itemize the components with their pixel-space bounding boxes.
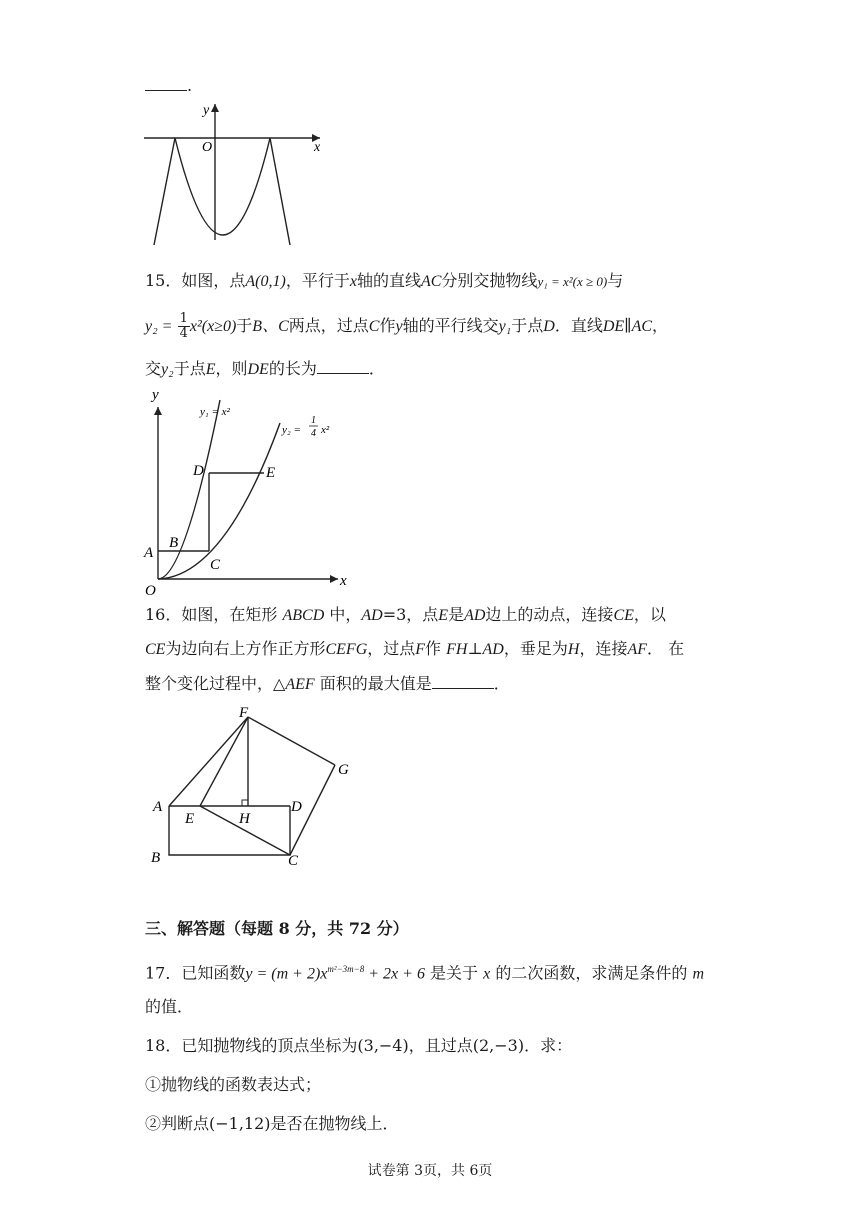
svg-text:x²: x² [321, 424, 330, 436]
svg-text:B: B [169, 535, 179, 551]
x-label: x [314, 140, 321, 155]
q18-line-1: 18．已知抛物线的顶点坐标为(3,−4)，且过点(2,−3)．求： [145, 1036, 573, 1055]
segment-ef [200, 717, 248, 806]
svg-text:D: D [193, 463, 204, 479]
svg-text:E: E [185, 811, 195, 827]
q18-item-2: ②判断点(−1,12)是否在抛物线上． [145, 1114, 399, 1133]
segment-af [169, 717, 248, 806]
q18-item-1: ①抛物线的函数表达式； [145, 1075, 322, 1094]
svg-text:B: B [151, 850, 161, 866]
q14-answer-line: . [145, 74, 192, 97]
q15-blank [317, 357, 369, 374]
svg-text:C: C [288, 853, 299, 869]
svg-text:1: 1 [311, 415, 316, 426]
right-line [270, 138, 290, 245]
svg-text:G: G [338, 762, 349, 778]
q14-blank [145, 74, 187, 91]
svg-text:E: E [266, 465, 276, 481]
svg-text:y: y [152, 387, 159, 403]
q15-line-1: 15．如图，点A(0,1)，平行于x轴的直线AC分别交抛物线y₁ = x²(x ≥ 0)与 [145, 271, 624, 290]
svg-text:A: A [153, 799, 163, 815]
left-line [154, 138, 175, 245]
y-axis-arrow [211, 104, 219, 112]
svg-text:C: C [210, 557, 221, 573]
section-3-title: 三、解答题（每题 8 分，共 72 分） [145, 919, 409, 938]
svg-text:y₂ =: y₂ = [282, 424, 301, 436]
svg-text:O: O [145, 583, 156, 599]
page-footer: 试卷第 3页，共 6页 [367, 1163, 493, 1179]
y-label: y [203, 103, 210, 118]
q16-graph [145, 700, 375, 870]
q17-line-2: 的值． [145, 997, 194, 1016]
segment-fg [248, 717, 335, 765]
q15-line-2: y₂ = $\frac{1}{4}$ x²(x≥0)于B、C两点，过点C作y轴的平行线交y₁于点D．直线DE∥AC， [145, 311, 669, 341]
q14-graph [140, 100, 340, 250]
origin-label: O [202, 140, 213, 155]
svg-text:H: H [239, 811, 250, 827]
right-angle-mark [242, 800, 248, 806]
q16-line-1: 16．如图，在矩形 ABCD 中，AD=3，点E是AD边上的动点，连接CE，以 [145, 605, 666, 624]
q16-line-2: CE为边向右上方作正方形CEFG，过点F作 FH⊥AD，垂足为H，连接AF． 在 [145, 639, 685, 658]
q16-blank [432, 672, 494, 689]
svg-text:4: 4 [311, 428, 316, 439]
svg-text:A: A [144, 545, 154, 561]
svg-text:F: F [239, 705, 249, 721]
q17-line-1: 17．已知函数$y = (m + 2)x^{m^2-3m-8} + 2x + 6$ 是关于 x 的二次函数，求满足条件的 m [145, 963, 705, 983]
svg-text:x: x [340, 573, 347, 589]
curve-y2 [158, 423, 280, 579]
q15-fraction: $\frac{1}{4}$ [179, 311, 188, 341]
parabola [175, 138, 270, 235]
q16-line-3: 整个变化过程中，△AEF 面积的最大值是 ． [145, 674, 510, 693]
svg-text:y₁ = x²: y₁ = x² [200, 406, 230, 418]
svg-text:D: D [291, 799, 302, 815]
q15-graph [140, 385, 380, 599]
q15-line-3: 交y₂于点E，则DE的长为 ． [145, 359, 385, 378]
